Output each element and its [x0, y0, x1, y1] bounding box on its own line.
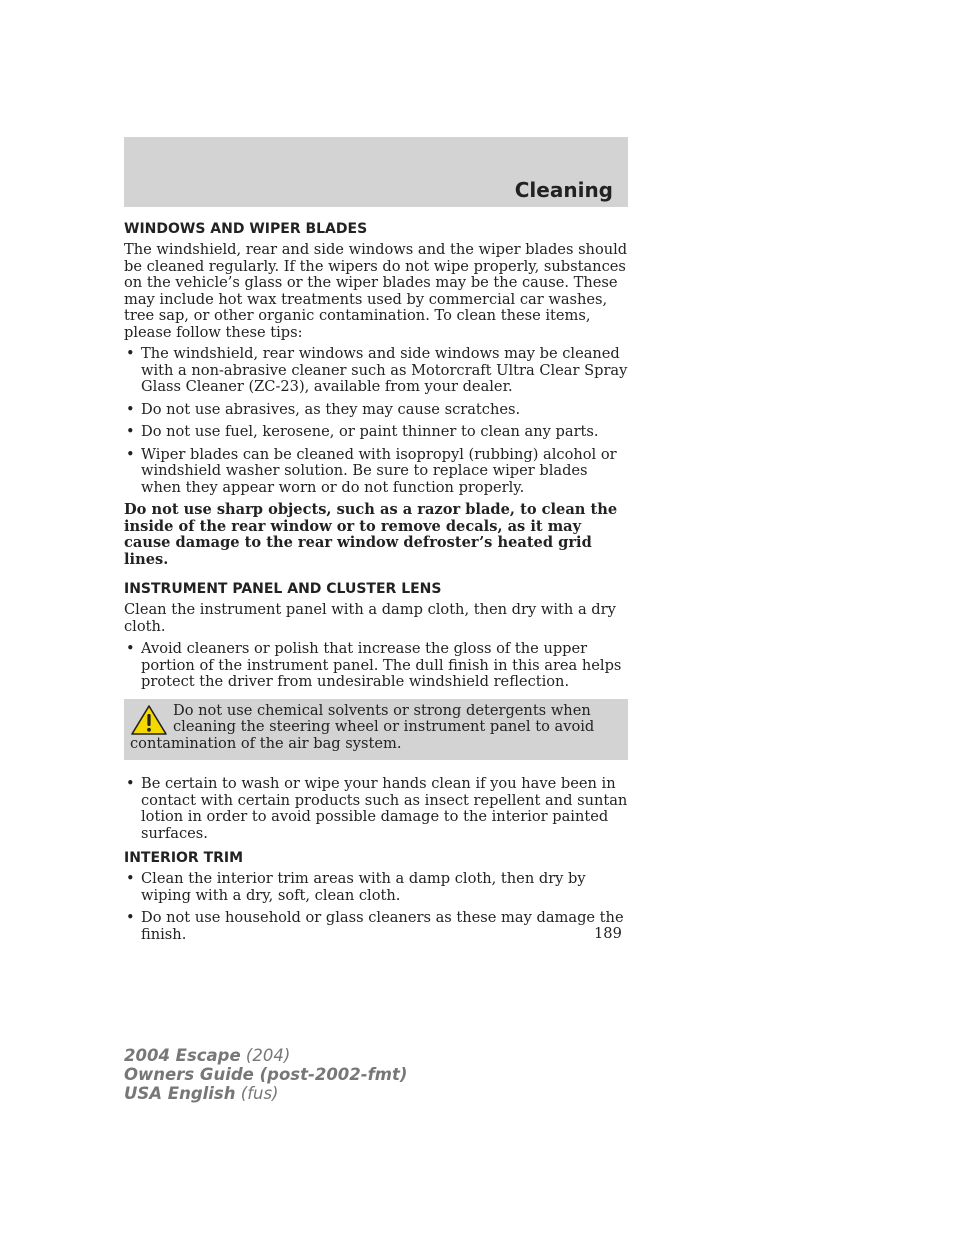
header-bar [124, 137, 628, 207]
footer-line-3: USA English (fus) [124, 1084, 279, 1103]
bold-caution-note: Do not use sharp objects, such as a razor blade, to clean the inside of the rear window or to remove decals, as it may cause damage to the rear window defroster’s heated grid lines. [124, 501, 618, 568]
footer-line-1: 2004 Escape (204) [124, 1046, 291, 1065]
list-item: • Do not use abrasives, as they may cause scratches. [126, 400, 521, 418]
list-item: • Be certain to wash or wipe your hands clean if you have been in contact with certain products such as insect repellent and suntan lotion in order to avoid possible damage to the interior painted surfaces. [126, 775, 628, 842]
list-item: • The windshield, rear windows and side windows may be cleaned with a non-abrasive cleaner such as Motorcraft Ultra Clear Spray Glass Cleaner (ZC-23), available from your dealer. [126, 345, 628, 395]
section-heading-instrument-panel: INSTRUMENT PANEL AND CLUSTER LENS [124, 581, 442, 597]
bullet-icon: • [126, 870, 135, 887]
page-number: 189 [594, 925, 622, 942]
list-item: • Do not use fuel, kerosene, or paint thinner to clean any parts. [126, 423, 599, 440]
bullet-icon: • [126, 423, 135, 440]
page-title: Cleaning [514, 178, 613, 202]
warning-triangle-icon [130, 704, 168, 736]
bullet-list-windows [124, 346, 628, 496]
bullet-icon: • [126, 775, 135, 792]
bullet-icon: • [126, 345, 135, 362]
section-intro-windows: The windshield, rear and side windows and the wiper blades should be cleaned regularly. If the wipers do not wipe properly, substances on the vehicle’s glass or the wiper blades may be the cause. These may include hot wax treatments used by commercial car washes, tree sap, or other organic contamination. To clean these items, please follow these tips: [124, 241, 628, 341]
footer-line-2: Owners Guide (post-2002-fmt) [124, 1065, 408, 1084]
bullet-icon: • [126, 909, 135, 926]
list-item: • Wiper blades can be cleaned with isopropyl (rubbing) alcohol or windshield washer solution. Be sure to replace wiper blades when they appear worn or do not function properly. [126, 445, 617, 496]
bullet-list-instrument-panel-after [124, 776, 628, 842]
document-footer [124, 1046, 407, 1103]
warning-box [124, 699, 628, 761]
bullet-icon: • [126, 640, 135, 657]
bullet-list-interior-trim [124, 871, 628, 943]
section-heading-windows: WINDOWS AND WIPER BLADES [124, 221, 368, 237]
list-item: • Do not use household or glass cleaners as these may damage the finish. [126, 909, 624, 943]
list-item: • Avoid cleaners or polish that increase the gloss of the upper portion of the instrument panel. The dull finish in this area helps protect the driver from undesirable windshield reflection. [126, 640, 622, 690]
section-intro-instrument-panel: Clean the instrument panel with a damp cloth, then dry with a dry cloth. [124, 601, 616, 635]
warning-text: Do not use chemical solvents or strong detergents when cleaning the steering wheel or instrument panel to avoid contamination of the air bag system. [130, 701, 595, 752]
section-heading-interior-trim: INTERIOR TRIM [124, 850, 244, 866]
bullet-icon: • [126, 400, 135, 418]
bullet-icon: • [126, 445, 135, 463]
bullet-list-instrument-panel [124, 641, 628, 691]
list-item: • Clean the interior trim areas with a damp cloth, then dry by wiping with a dry, soft, clean cloth. [126, 870, 586, 904]
page-content [124, 220, 628, 943]
